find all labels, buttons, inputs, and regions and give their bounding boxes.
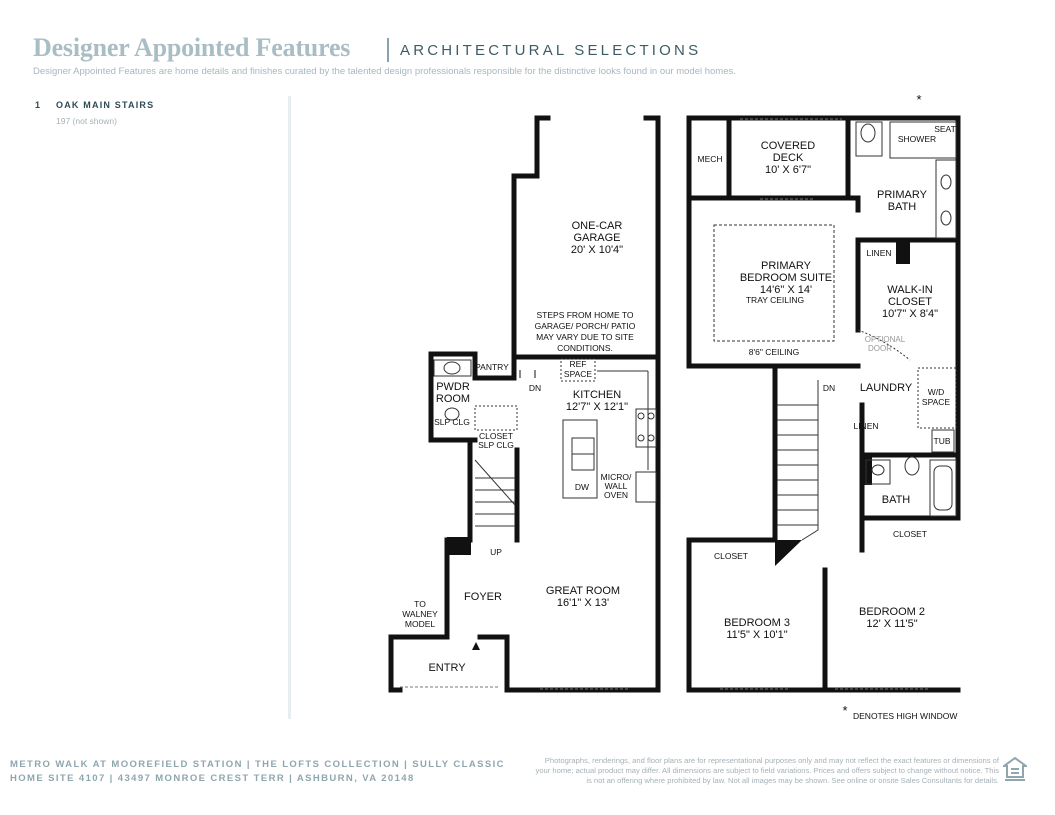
- great-room-dimensions: 16'1" X 13': [556, 597, 610, 609]
- closet-label: CLOSET: [892, 529, 928, 539]
- to-walney-label: MODEL: [404, 619, 436, 629]
- primary-bath-label: BATH: [887, 201, 917, 213]
- room-labels: [402, 92, 956, 718]
- to-walney-label: TO: [414, 599, 426, 609]
- primary-suite-dimensions: 14'6" X 14': [759, 284, 813, 296]
- wd-label: W/D: [927, 387, 945, 397]
- garage-label: ONE-CAR: [571, 220, 623, 232]
- optional-door-label: DOOR: [868, 344, 892, 353]
- wall-block: [447, 537, 471, 555]
- ceiling-height-label: 8'6" CEILING: [748, 347, 800, 357]
- kitchen-dimensions: 12'7" X 12'1": [565, 401, 629, 413]
- tub-label: TUB: [933, 436, 951, 446]
- steps-note: MAY VARY DUE TO SITE: [536, 332, 634, 342]
- bedroom2-dimensions: 12' X 11'5": [866, 618, 918, 630]
- seat-label: SEAT: [934, 124, 956, 134]
- page-description: Designer Appointed Features are home details and finishes curated by the talented design professionals responsible for the distinctive looks found in our model homes.: [33, 66, 736, 77]
- entry-arrow: [472, 642, 480, 650]
- micro-label: MICRO/: [600, 472, 632, 482]
- home-site-info: HOME SITE 4107 | 43497 MONROE CREST TERR | ASHBURN, VA 20148: [10, 773, 415, 784]
- steps-note: CONDITIONS.: [557, 343, 613, 353]
- bedroom3-dimensions: 11'5" X 10'1": [726, 629, 788, 641]
- ref-label: REF: [569, 359, 587, 369]
- powder-room-label: PWDR: [436, 381, 470, 393]
- high-window-marker: *: [916, 92, 922, 107]
- primary-suite-label: BEDROOM SUITE: [739, 272, 833, 284]
- walkin-closet-label: CLOSET: [887, 296, 933, 308]
- micro-label: OVEN: [603, 490, 629, 500]
- garage-dimensions: 20' X 10'4": [570, 244, 624, 256]
- community-info: METRO WALK AT MOOREFIELD STATION | THE LOFTS COLLECTION | SULLY CLASSIC: [10, 759, 505, 770]
- powder-room-label: ROOM: [435, 393, 471, 405]
- closet-label: SLP CLG: [478, 440, 514, 450]
- bath-label: BATH: [881, 494, 911, 506]
- linen-label: LINEN: [853, 421, 879, 431]
- tray-ceiling-label: TRAY CEILING: [745, 295, 805, 305]
- to-walney-label: WALNEY: [402, 609, 438, 619]
- steps-note: STEPS FROM HOME TO: [536, 310, 634, 320]
- steps-note: GARAGE/ PORCH/ PATIO: [534, 321, 636, 331]
- optional-door-label: OPTIONAL: [864, 335, 906, 344]
- primary-suite-label: PRIMARY: [761, 260, 811, 272]
- selection-code: 197 (not shown): [56, 116, 117, 126]
- great-room-label: GREAT ROOM: [545, 585, 621, 597]
- closet-label: CLOSET: [713, 551, 749, 561]
- covered-deck-dimensions: 10' X 6'7": [764, 164, 812, 176]
- walkin-closet-dimensions: 10'7" X 8'4": [881, 308, 939, 320]
- covered-deck-label: DECK: [772, 152, 804, 164]
- disclaimer: Photographs, renderings, and floor plans are for representational purposes only and may not reflect the exact features or dimensions of your home; actual product may differ. All dimensions are subject to field variations. Prices and offers subject to change without notice. This is not an offering where prohibited by law. Not all images may be shown. See online or onsite Sales Consultants for details.: [535, 756, 999, 785]
- down-label: DN: [822, 383, 836, 393]
- foyer-label: FOYER: [464, 591, 502, 603]
- bedroom2-label: BEDROOM 2: [858, 606, 926, 618]
- walkin-closet-label: WALK-IN: [887, 284, 933, 296]
- pantry-label: PANTRY: [475, 362, 509, 372]
- shower-label: SHOWER: [897, 134, 937, 144]
- page-title: Designer Appointed Features: [33, 33, 351, 62]
- entry-label: ENTRY: [428, 662, 466, 674]
- ref-label: SPACE: [563, 369, 593, 379]
- sloped-ceiling-label: SLP CLG: [434, 417, 470, 427]
- bedroom3-label: BEDROOM 3: [723, 617, 791, 629]
- page-subtitle: ARCHITECTURAL SELECTIONS: [400, 42, 702, 59]
- linen-label: LINEN: [866, 248, 892, 258]
- selection-number: 1: [35, 100, 41, 110]
- up-label: UP: [490, 547, 502, 557]
- equal-housing-icon: [1003, 757, 1027, 783]
- micro-label: WALL: [604, 481, 628, 491]
- mech-label: MECH: [697, 154, 723, 164]
- dishwasher-label: DW: [574, 482, 590, 492]
- closet-label: CLOSET: [478, 431, 514, 441]
- wd-label: SPACE: [921, 397, 951, 407]
- garage-label: GARAGE: [573, 232, 621, 244]
- kitchen-label: KITCHEN: [572, 389, 622, 401]
- high-window-marker: *: [842, 703, 848, 718]
- laundry-label: LAUNDRY: [859, 382, 913, 394]
- covered-deck-label: COVERED: [760, 140, 816, 152]
- primary-bath-label: PRIMARY: [877, 189, 927, 201]
- down-label: DN: [528, 383, 542, 393]
- selection-name: OAK MAIN STAIRS: [56, 100, 155, 110]
- high-window-legend: DENOTES HIGH WINDOW: [853, 711, 958, 721]
